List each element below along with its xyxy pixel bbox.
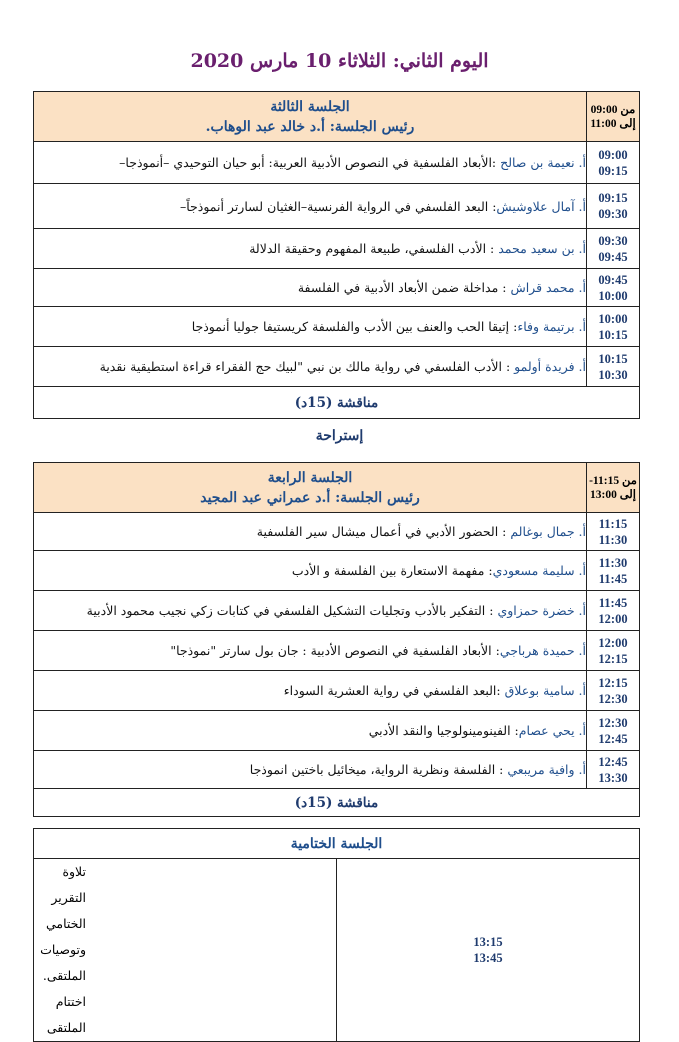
speaker-name: أ. حميدة هرباجي [499,643,586,658]
discussion-label: مناقشة (15د) [34,789,640,817]
table-row: 09:00 09:15 أ. نعيمة بن صالح :الأبعاد الفلسفية في النصوص الأدبية العربية: أبو حيان التوحيدي –أنموذجا– [34,142,640,184]
talk-topic: : إتيقا الحب والعنف بين الأدب والفلسفة كريستيفا جوليا أنموذجا [191,319,518,334]
closing-header-row [34,829,640,859]
speaker-name: أ. آمال علاوشيش [496,198,586,214]
table-row: 10:15 10:30 أ. فريدة أولمو : الأدب الفلسفي في رواية مالك بن نبي "لبيك حج الفقراء قراءة استطيقية نقدية [34,347,640,387]
speaker-name: أ. سليمة مسعودي [492,563,586,578]
session3-table [33,91,640,419]
talk-topic: : البعد الفلسفي في الرواية الفرنسية–الغثيان لسارتر أنموذجاً– [179,198,497,214]
closing-time: 13:15 13:45 [337,859,640,1042]
talk-topic: :الأبعاد الفلسفية في النصوص الأدبية العربية: أبو حيان التوحيدي –أنموذجا– [119,155,501,170]
talk-topic: : مفهمة الاستعارة بين الفلسفة و الأدب [291,563,493,578]
talk-topic: : الأدب الفلسفي في رواية مالك بن نبي "لبيك حج الفقراء قراءة استطيقية نقدية [99,359,515,374]
session3-time-range: من 09:00 إلى 11:00 [587,92,640,142]
closing-table [33,828,640,1042]
session3-title: الجلسة الثالثة [270,98,350,115]
closing-details [34,859,337,1042]
session4-header-row [34,463,640,513]
talk-topic: : مداخلة ضمن الأبعاد الأدبية في الفلسفة [297,280,511,295]
table-row: 12:45 13:30 أ. وافية مريبعي : الفلسفة ونظرية الرواية، ميخائيل باختين انموذجا [34,751,640,789]
talk-topic: : الحضور الأدبي في أعمال ميشال سير الفلسفية [256,524,511,539]
talk-topic: :البعد الفلسفي في رواية العشرية السوداء [283,683,505,698]
session4-heading [34,463,587,513]
speaker-name: أ. سامية بوعلاق [504,683,586,698]
talk-topic: : الأبعاد الفلسفية في النصوص الأدبية : جان بول سارتر "نموذجا" [170,643,500,658]
session4-discussion-row [34,789,640,817]
break-label: إستراحة [315,428,364,444]
talk-topic: : التفكير بالأدب وتجليات التشكيل الفلسفي في كتابات زكي نجيب محمود الأدبية [86,603,498,618]
session4-chair: رئيس الجلسة: أ.د عمراني عبد المجيد [200,489,420,506]
speaker-name: أ. خضرة حمزاوي [497,603,586,618]
table-row: 11:15 11:30 أ. جمال بوغالم : الحضور الأدبي في أعمال ميشال سير الفلسفية [34,513,640,551]
day-title: اليوم الثاني: الثلاثاء 10 مارس 2020 [190,50,489,72]
table-row: 10:00 10:15 أ. برتيمة وفاء: إتيقا الحب والعنف بين الأدب والفلسفة كريستيفا جوليا أنموذجا [34,307,640,347]
session3-discussion-row [34,387,640,419]
speaker-name: أ. نعيمة بن صالح [500,155,586,170]
speaker-name: أ. وافية مريبعي [507,762,586,777]
session3-heading [34,92,587,142]
session4-title: الجلسة الرابعة [267,469,353,486]
talk-topic: : الفينومينولوجيا والنقد الأدبي [368,723,519,738]
closing-content-row [34,859,640,1042]
table-row: 12:00 12:15 أ. حميدة هرباجي: الأبعاد الفلسفية في النصوص الأدبية : جان بول سارتر "نموذجا" [34,631,640,671]
session4-table [33,462,640,817]
table-row: 09:30 09:45 أ. بن سعيد محمد : الأدب الفلسفي، طبيعة المفهوم وحقيقة الدلالة [34,229,640,269]
table-row: 12:30 12:45 أ. يحي عصام: الفينومينولوجيا والنقد الأدبي [34,711,640,751]
closing-title: الجلسة الختامية [34,829,640,859]
closing-line: اختتام الملتقى [46,994,86,1035]
session3-header-row [34,92,640,142]
table-row: 09:15 09:30 أ. آمال علاوشيش: البعد الفلسفي في الرواية الفرنسية–الغثيان لسارتر أنموذجاً– [34,184,640,229]
closing-line: تلاوة التقرير الختامي وتوصيات الملتقى. [40,864,86,983]
talk-topic: : الأدب الفلسفي، طبيعة المفهوم وحقيقة الدلالة [249,241,499,256]
speaker-name: أ. بن سعيد محمد [498,241,586,256]
speaker-name: أ. يحي عصام [518,723,586,738]
speaker-name: أ. جمال بوغالم [510,524,586,539]
speaker-name: أ. فريدة أولمو [514,359,586,374]
discussion-label: مناقشة (15د) [34,387,640,419]
table-row: 09:45 10:00 أ. محمد قراش : مداخلة ضمن الأبعاد الأدبية في الفلسفة [34,269,640,307]
table-row: 12:15 12:30 أ. سامية بوعلاق :البعد الفلسفي في رواية العشرية السوداء [34,671,640,711]
table-row: 11:30 11:45 أ. سليمة مسعودي: مفهمة الاستعارة بين الفلسفة و الأدب [34,551,640,591]
session4-time-range: من 11:15- إلى 13:00 [587,463,640,513]
session3-chair: رئيس الجلسة: أ.د خالد عبد الوهاب. [205,118,415,135]
speaker-name: أ. محمد قراش [510,280,586,295]
talk-topic: : الفلسفة ونظرية الرواية، ميخائيل باختين انموذجا [249,762,508,777]
speaker-name: أ. برتيمة وفاء [517,319,586,334]
table-row: 11:45 12:00 أ. خضرة حمزاوي : التفكير بالأدب وتجليات التشكيل الفلسفي في كتابات زكي نجيب محمود الأدبية [34,591,640,631]
